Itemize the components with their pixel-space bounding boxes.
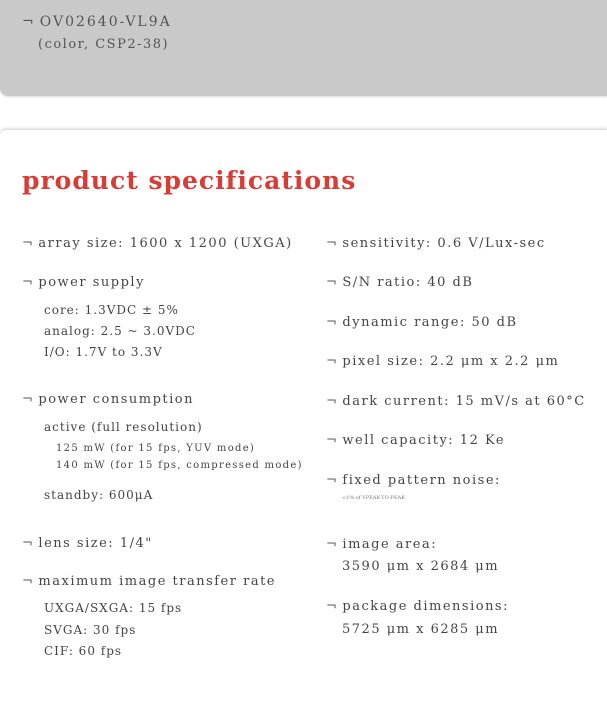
section-title: product specifications: [22, 166, 357, 195]
spec-svga: SVGA: 30 fps: [44, 623, 137, 637]
spec-uxga: UXGA/SXGA: 15 fps: [44, 601, 183, 615]
spec-fpn-value: <1% of VPEAK-TO-PEAK: [342, 495, 405, 501]
spec-text: pixel size: 2.2 μm x 2.2 μm: [342, 354, 560, 369]
spec-lens-size: [22, 536, 153, 551]
dash-bullet: ¬: [326, 315, 339, 330]
dash-bullet: ¬: [22, 536, 35, 551]
dash-bullet: ¬: [22, 236, 35, 251]
spec-well-capacity: [326, 433, 505, 448]
part-number: [22, 14, 172, 30]
dash-bullet: ¬: [22, 392, 35, 407]
spec-cif: CIF: 60 fps: [44, 644, 123, 658]
spec-active: active (full resolution): [44, 420, 203, 434]
dash-bullet: ¬: [326, 275, 339, 290]
spec-text: well capacity: 12 Ke: [342, 433, 506, 448]
spec-text: lens size: 1/4": [38, 536, 153, 551]
dash-bullet: ¬: [326, 599, 339, 614]
dash-bullet: ¬: [22, 275, 35, 290]
spec-text: maximum image transfer rate: [38, 574, 276, 589]
spec-core: core: 1.3VDC ± 5%: [44, 303, 179, 317]
dash-bullet: ¬: [326, 236, 339, 251]
part-header-card: [0, 0, 607, 96]
spec-standby: standby: 600μA: [44, 488, 154, 502]
dash-bullet: ¬: [326, 537, 339, 552]
spec-fixed-pattern-noise: [326, 473, 501, 488]
spec-text: dynamic range: 50 dB: [342, 315, 518, 330]
dash-bullet: ¬: [326, 394, 339, 409]
specifications-card: [0, 129, 607, 704]
spec-dynamic-range: [326, 315, 518, 330]
spec-text: fixed pattern noise:: [342, 473, 501, 488]
spec-text: S/N ratio: 40 dB: [342, 275, 474, 290]
spec-package-dimensions: [326, 599, 509, 614]
spec-active-compressed: 140 mW (for 15 fps, compressed mode): [56, 460, 303, 471]
spec-package-value: 5725 μm x 6285 μm: [342, 622, 500, 637]
spec-power-supply: [22, 275, 145, 290]
spec-text: power supply: [38, 275, 145, 290]
spec-sensitivity: [326, 236, 546, 251]
spec-pixel-size: [326, 354, 559, 369]
spec-power-consumption: [22, 392, 194, 407]
part-description: (color, CSP2-38): [38, 37, 170, 52]
spec-sn-ratio: [326, 275, 473, 290]
dash-bullet: ¬: [326, 473, 339, 488]
part-number-text: OV02640-VL9A: [39, 14, 172, 30]
spec-image-area-value: 3590 μm x 2684 μm: [342, 559, 500, 574]
spec-text: array size: 1600 x 1200 (UXGA): [38, 236, 293, 251]
dash-bullet: ¬: [22, 14, 36, 30]
spec-dark-current: [326, 394, 586, 409]
spec-image-area: [326, 537, 437, 552]
spec-array-size: [22, 236, 293, 251]
dash-bullet: ¬: [22, 574, 35, 589]
dash-bullet: ¬: [326, 433, 339, 448]
spec-text: image area:: [342, 537, 438, 552]
spec-active-yuv: 125 mW (for 15 fps, YUV mode): [56, 443, 256, 454]
spec-analog: analog: 2.5 ~ 3.0VDC: [44, 324, 196, 338]
spec-text: sensitivity: 0.6 V/Lux-sec: [342, 236, 546, 251]
dash-bullet: ¬: [326, 354, 339, 369]
spec-text: dark current: 15 mV/s at 60°C: [342, 394, 586, 409]
spec-text: power consumption: [38, 392, 194, 407]
spec-text: package dimensions:: [342, 599, 509, 614]
spec-io: I/O: 1.7V to 3.3V: [44, 345, 163, 359]
spec-max-transfer-rate: [22, 574, 276, 589]
